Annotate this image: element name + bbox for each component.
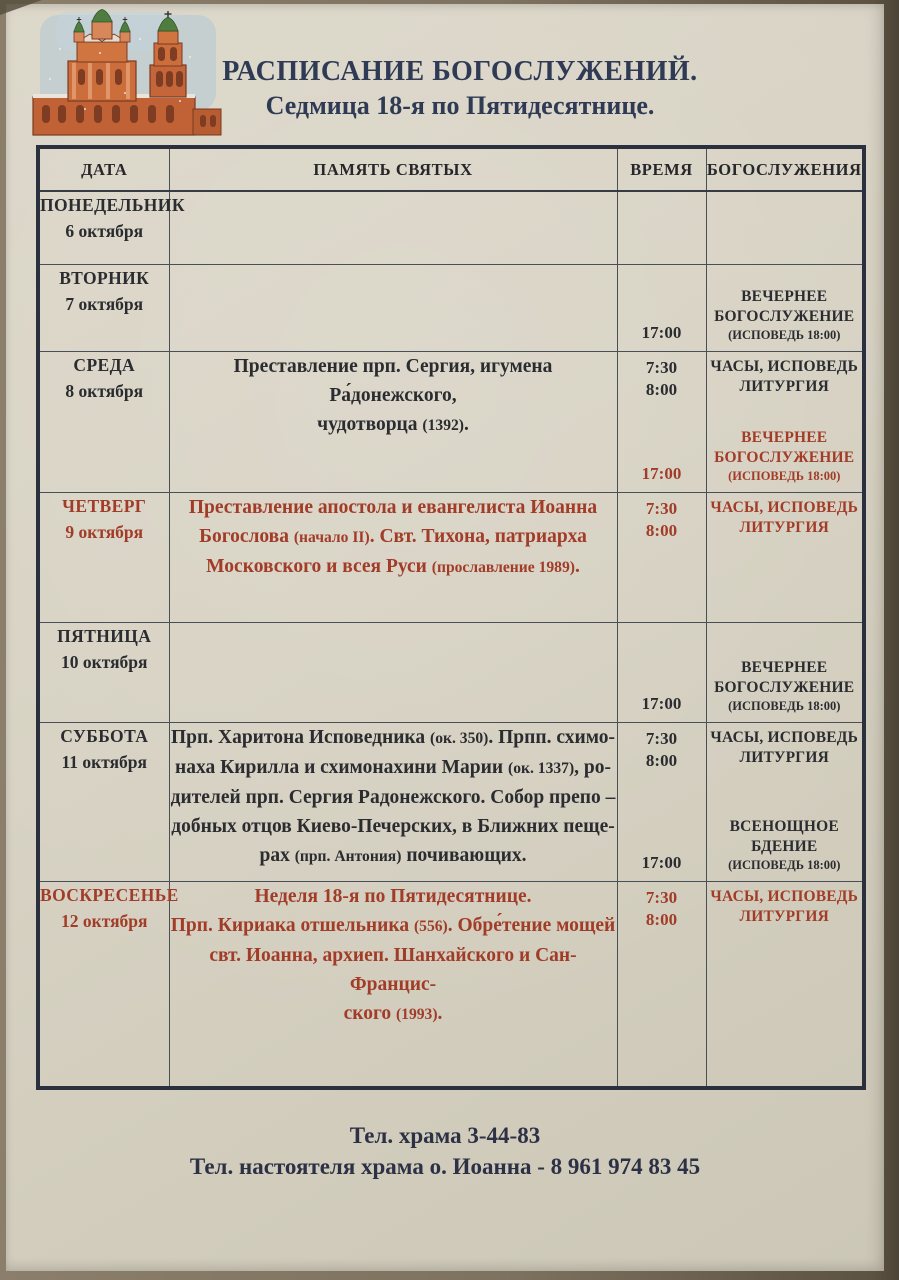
church-phone: Тел. храма 3-44-83 [349, 1123, 541, 1148]
rector-phone: Тел. настоятеля храма о. Иоанна - 8 961 974 83 45 [189, 1154, 701, 1179]
service-line: ЛИТУРГИЯ [739, 377, 829, 395]
date-cell-sunday [38, 881, 179, 1088]
service-line: (ИСПОВЕДЬ 18:00) [728, 468, 841, 483]
day-label: ВТОРНИК [59, 267, 150, 288]
saints-line: Неделя 18-я по Пятидесятнице. [254, 885, 532, 907]
morning-services [707, 498, 863, 538]
service-line: (ИСПОВЕДЬ 18:00) [728, 857, 841, 872]
evening-services [707, 658, 863, 715]
page-subtitle: Седмица 18-я по Пятидесятнице. [265, 91, 655, 120]
saints-line: Московского и всея Руси (прославление 1989). [206, 555, 580, 577]
morning-times [618, 357, 706, 401]
morning-services [707, 728, 863, 768]
time-cell-wednesday [617, 351, 706, 492]
time-cell-saturday [617, 722, 706, 881]
page-title: РАСПИСАНИЕ БОГОСЛУЖЕНИЙ. [222, 56, 698, 87]
time-value: 17:00 [641, 463, 682, 483]
date-cell-tuesday [38, 264, 169, 351]
saints-cell-friday [169, 622, 617, 722]
service-line: БДЕНИЕ [751, 837, 818, 855]
services-cell-wednesday [706, 351, 864, 492]
date-label: 12 октября [61, 910, 148, 931]
saints-line: наха Кирилла и схимонахини Марии (ок. 1337), ро- [175, 756, 611, 778]
saints-line: Прп. Кириака отшельника (556). Обре́тение мощей [170, 914, 616, 936]
time-cell-sunday [617, 881, 706, 1088]
table-row-saturday [38, 722, 864, 881]
saints-line: Преставление прп. Сергия, игумена Ра́донежского, [233, 355, 553, 406]
services-cell-saturday [706, 722, 864, 881]
belltower-top-tier [158, 31, 178, 44]
column-header-time: ВРЕМЯ [617, 147, 706, 191]
services-cell-tuesday [706, 264, 864, 351]
morning-times [618, 728, 706, 772]
morning-times [618, 498, 706, 542]
evening-services [707, 287, 863, 344]
central-drum [92, 21, 112, 39]
time-cell-monday [617, 191, 706, 264]
evening-time [618, 693, 706, 715]
date-cell-saturday [38, 722, 169, 881]
day-label: ПОНЕДЕЛЬНИК [40, 195, 185, 215]
time-value: 7:30 [645, 357, 678, 377]
services-cell-friday [706, 622, 864, 722]
saints-line: ского (1993). [343, 1002, 443, 1024]
table-header-row [38, 147, 864, 191]
date-label: 9 октября [65, 521, 144, 542]
service-line: ЧАСЫ, ИСПОВЕДЬ [710, 498, 859, 516]
service-line: ЛИТУРГИЯ [739, 907, 829, 925]
time-value: 8:00 [645, 379, 678, 399]
time-value: 17:00 [641, 322, 682, 342]
left-drum [74, 31, 84, 42]
date-cell-thursday [38, 492, 169, 622]
saints-line: рах (прп. Антония) почивающих. [259, 844, 527, 866]
time-value: 17:00 [641, 693, 682, 713]
time-cell-thursday [617, 492, 706, 622]
service-line: ЛИТУРГИЯ [739, 748, 829, 766]
saints-cell-saturday [169, 722, 617, 881]
column-header-services: БОГОСЛУЖЕНИЯ [706, 147, 864, 191]
service-line: ВСЕНОЩНОЕ [729, 817, 839, 835]
day-label: СРЕДА [73, 354, 136, 375]
services-cell-sunday [706, 881, 864, 1088]
table-row-monday [38, 191, 864, 264]
saints-line: добных отцов Киево-Печерских, в Ближних пеще- [171, 815, 615, 837]
saints-line: Преставление апостола и евангелиста Иоанна [188, 496, 598, 518]
service-line: БОГОСЛУЖЕНИЕ [714, 448, 855, 466]
time-cell-tuesday [617, 264, 706, 351]
service-line: БОГОСЛУЖЕНИЕ [714, 678, 855, 696]
saints-line: дителей прп. Сергия Радонежского. Собор препо – [170, 786, 616, 808]
date-label: 6 октября [65, 221, 144, 241]
date-label: 8 октября [65, 380, 144, 401]
service-line: ЧАСЫ, ИСПОВЕДЬ [710, 728, 859, 746]
table-row-thursday [38, 492, 864, 622]
table-row-friday [38, 622, 864, 722]
service-line: ВЕЧЕРНЕЕ [741, 428, 828, 446]
morning-services [707, 357, 863, 397]
evening-services [707, 817, 863, 874]
saints-cell-sunday [169, 881, 617, 1088]
saints-line: Прп. Харитона Исповедника (ок. 350). Прпп. схимо- [171, 726, 615, 748]
morning-services [707, 887, 863, 927]
date-cell-monday [38, 191, 185, 264]
saints-cell-monday [169, 191, 617, 264]
day-label: ПЯТНИЦА [57, 625, 152, 646]
saints-cell-tuesday [169, 264, 617, 351]
day-label: ЧЕТВЕРГ [62, 495, 147, 516]
service-line: БОГОСЛУЖЕНИЕ [714, 307, 855, 325]
service-line: ЧАСЫ, ИСПОВЕДЬ [710, 357, 859, 375]
evening-time [618, 852, 706, 874]
service-line: ВЕЧЕРНЕЕ [741, 658, 828, 676]
footer-contacts [6, 1120, 884, 1182]
date-cell-wednesday [38, 351, 169, 492]
service-line: ЛИТУРГИЯ [739, 518, 829, 536]
time-value: 8:00 [645, 520, 678, 540]
schedule-page [6, 4, 884, 1271]
date-label: 11 октября [61, 751, 148, 772]
table-row-sunday [38, 881, 864, 1088]
service-line: (ИСПОВЕДЬ 18:00) [728, 327, 841, 342]
time-value: 8:00 [645, 909, 678, 929]
day-label: ВОСКРЕСЕНЬЕ [40, 884, 179, 905]
date-label: 10 октября [61, 651, 148, 672]
services-cell-thursday [706, 492, 864, 622]
date-label: 7 октября [65, 293, 144, 314]
service-line: ЧАСЫ, ИСПОВЕДЬ [710, 887, 859, 905]
date-cell-friday [38, 622, 169, 722]
saints-cell-thursday [169, 492, 617, 622]
evening-time [618, 463, 706, 485]
evening-services [707, 428, 863, 485]
day-label: СУББОТА [60, 725, 149, 746]
service-line: (ИСПОВЕДЬ 18:00) [728, 698, 841, 713]
services-cell-monday [706, 191, 864, 264]
saints-line: чудотворца (1392). [317, 413, 469, 435]
evening-time [618, 322, 706, 344]
time-value: 7:30 [645, 728, 678, 748]
column-header-saints: ПАМЯТЬ СВЯТЫХ [169, 147, 617, 191]
time-cell-friday [617, 622, 706, 722]
column-header-date: ДАТА [38, 147, 169, 191]
table-row-wednesday [38, 351, 864, 492]
saints-line: свт. Иоанна, архиеп. Шанхайского и Сан-Францис- [209, 944, 577, 995]
saints-line: Богослова (начало II). Свт. Тихона, патриарха [199, 525, 587, 547]
saints-cell-wednesday [169, 351, 617, 492]
service-line: ВЕЧЕРНЕЕ [741, 287, 828, 305]
right-drum [120, 31, 130, 42]
morning-times [618, 887, 706, 931]
time-value: 7:30 [645, 498, 678, 518]
table-row-tuesday [38, 264, 864, 351]
time-value: 17:00 [641, 852, 682, 872]
time-value: 8:00 [645, 750, 678, 770]
time-value: 7:30 [645, 887, 678, 907]
schedule-table [36, 145, 866, 1090]
title-block [36, 54, 884, 123]
